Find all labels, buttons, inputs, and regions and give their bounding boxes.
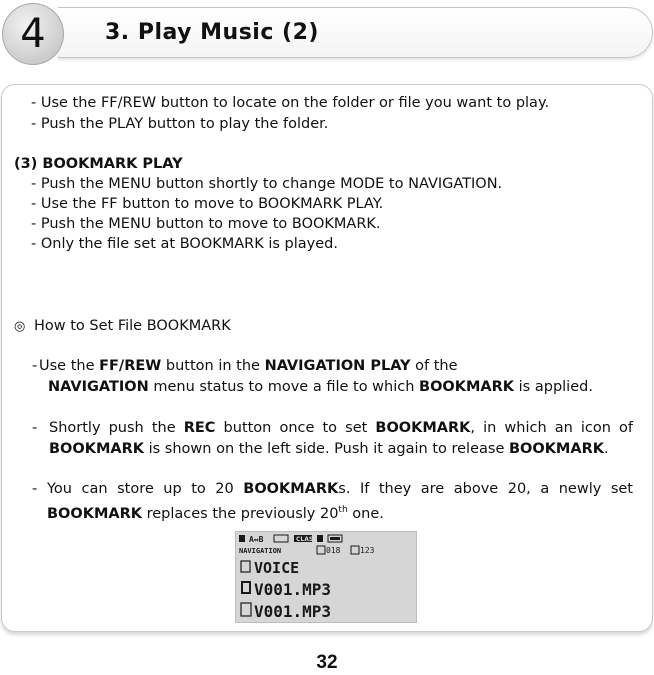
list-dash: - [32,358,38,374]
total-counter: 123 [360,546,375,555]
subsection-heading: How to Set File BOOKMARK [34,318,231,334]
step-line: - Push the MENU button to move to BOOKMARK. [31,216,381,232]
folder-name: VOICE [254,559,300,577]
intro-line: - Use the FF/REW button to locate on the folder or file you want to play. [31,95,550,111]
step-line: - Push the MENU button shortly to change MODE to NAVIGATION. [31,176,503,192]
current-counter: 018 [326,546,341,555]
eq-label: CLAS [296,536,314,543]
lcd-screen-illustration [235,531,417,623]
file-row: V001.MP3 [254,602,332,621]
list-item: Use the FF/REW button in the NAVIGATION PLAY of the NAVIGATION menu status to move a file to which BOOKMARK is applied. [39,358,593,395]
shuffle-icon [274,535,288,542]
chapter-number: 4 [20,11,46,57]
lock-icon [317,535,323,542]
repeat-indicator: A↔B [249,535,264,544]
bullet-icon: ◎ [14,319,26,334]
list-dash: - [32,481,38,497]
intro-line: - Push the PLAY button to play the folder. [31,116,329,132]
play-mode-icon [239,535,245,542]
chapter-number-badge [2,3,64,65]
file-count-icon [351,546,359,554]
folder-count-icon [317,546,325,554]
step-line: - Only the file set at BOOKMARK is played. [31,236,338,252]
page-number: 32 [316,652,338,673]
file-icon [241,603,251,616]
section-heading: (3) BOOKMARK PLAY [14,156,183,172]
folder-icon [241,561,250,572]
mode-label: NAVIGATION [239,547,282,555]
page-title: 3. Play Music (2) [105,20,319,45]
list-item: You can store up to 20 BOOKMARKs. If they are above 20, a newly set BOOKMARK replaces the previously 20th one. [47,481,633,522]
step-line: - Use the FF button to move to BOOKMARK PLAY. [31,196,384,212]
file-row: V001.MP3 [254,580,332,599]
list-item: Shortly push the REC button once to set BOOKMARK, in which an icon of BOOKMARK is shown on the left side. Push it again to release BOOKMARK. [49,420,634,457]
list-dash: - [32,420,38,436]
